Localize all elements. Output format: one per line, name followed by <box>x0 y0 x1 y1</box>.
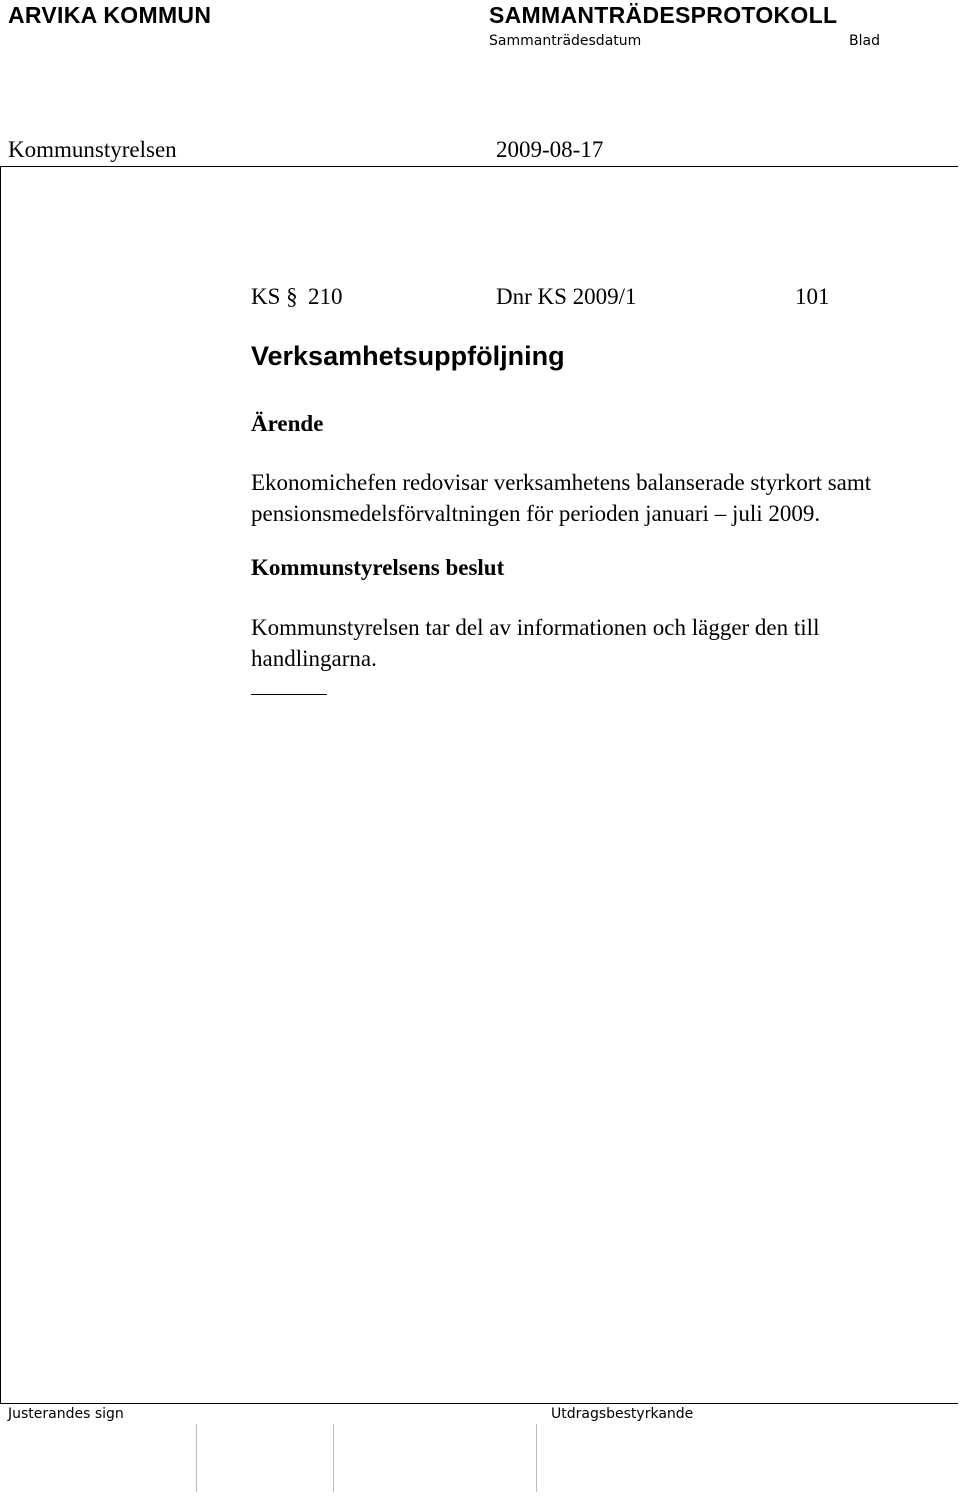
signature-label: Justerandes sign <box>8 1406 124 1422</box>
document-type: SAMMANTRÄDESPROTOKOLL <box>489 2 838 28</box>
meeting-date-label: Sammanträdesdatum <box>489 33 642 49</box>
beslut-text <box>251 612 819 674</box>
signature-box-divider <box>196 1424 197 1492</box>
beslut-heading: Kommunstyrelsens beslut <box>251 555 505 580</box>
diary-number: Dnr KS 2009/1 <box>496 284 637 309</box>
body-name: Kommunstyrelsen <box>8 137 177 162</box>
page-label: Blad <box>849 33 880 49</box>
arende-line: pensionsmedelsförvaltningen för perioden januari – juli 2009. <box>251 501 821 526</box>
organization-name: ARVIKA KOMMUN <box>8 2 212 28</box>
arende-line: Ekonomichefen redovisar verksamhetens balanserade styrkort samt <box>251 470 872 495</box>
signature-box-divider <box>333 1424 334 1492</box>
arende-text <box>251 467 871 529</box>
extract-certification-label: Utdragsbestyrkande <box>551 1406 694 1422</box>
ks-paragraph-label: KS § <box>251 284 298 309</box>
frame-left-rule <box>0 166 1 1404</box>
beslut-line: Kommunstyrelsen tar del av informationen och lägger den till <box>251 615 820 640</box>
arende-heading: Ärende <box>251 411 324 436</box>
signature-box-divider <box>536 1424 537 1492</box>
item-title: Verksamhetsuppföljning <box>251 341 565 371</box>
frame-top-rule <box>0 166 958 167</box>
beslut-line: handlingarna. <box>251 646 377 671</box>
document-number: 101 <box>795 284 830 309</box>
ks-paragraph-number: 210 <box>308 284 343 309</box>
footer-rule <box>0 1403 958 1404</box>
meeting-date: 2009-08-17 <box>496 137 604 162</box>
end-rule <box>251 694 327 695</box>
